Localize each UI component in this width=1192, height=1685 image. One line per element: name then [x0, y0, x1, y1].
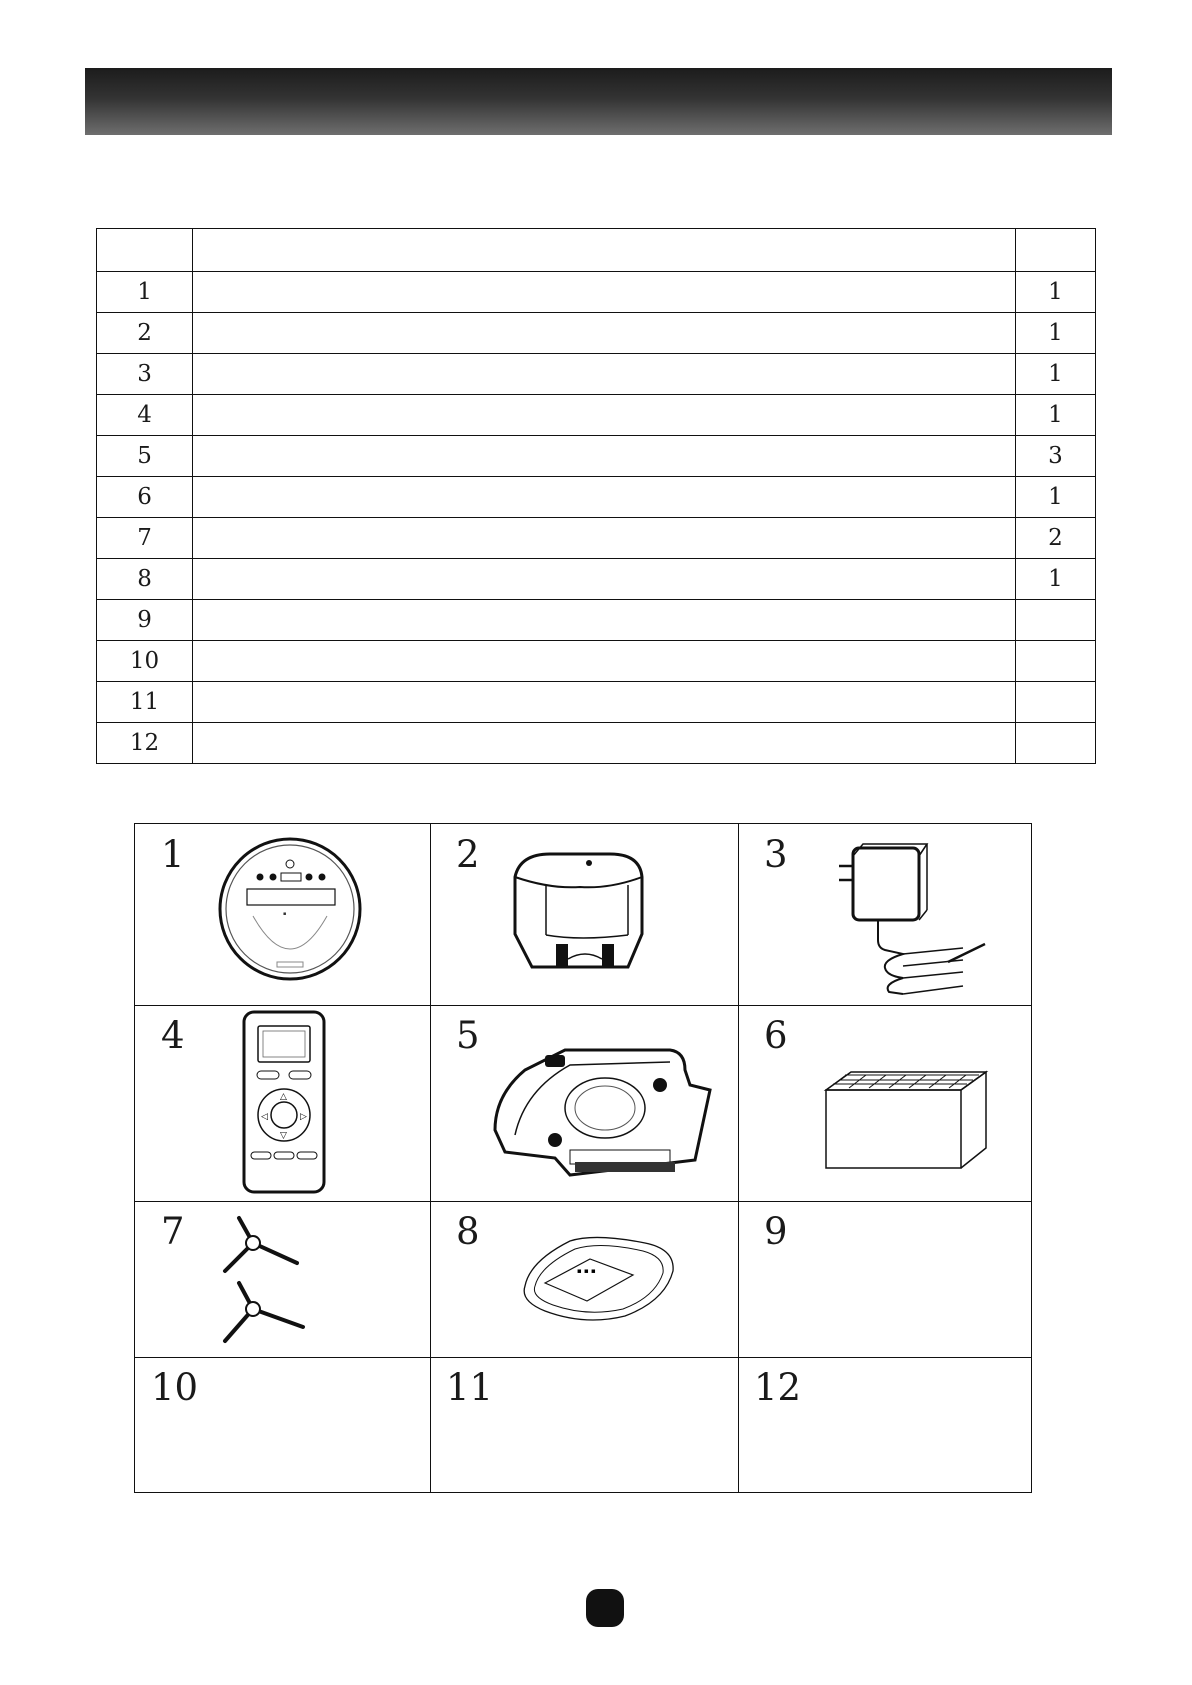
table-row: [97, 682, 1096, 723]
cell-number: 4: [161, 1014, 185, 1057]
row-name: [193, 313, 1016, 354]
header-no-cell: [97, 229, 193, 272]
row-number: 6: [97, 477, 193, 518]
grid-cell-2: [430, 824, 738, 1005]
cell-number: 12: [754, 1366, 802, 1409]
charging-dock-icon: [510, 849, 650, 989]
table-row: [97, 272, 1096, 313]
row-number: 12: [97, 723, 193, 764]
robot-vacuum-icon: [215, 832, 365, 987]
row-qty: 1: [1015, 354, 1095, 395]
table-row: [97, 723, 1096, 764]
grid-cell-6: [738, 1005, 1033, 1201]
cell-number: 8: [456, 1210, 480, 1253]
svg-text:▪: ▪: [283, 911, 287, 917]
grid-cell-8: [430, 1201, 738, 1357]
table-row: [97, 477, 1096, 518]
row-qty: 1: [1015, 559, 1095, 600]
row-name: [193, 354, 1016, 395]
table-row: [97, 395, 1096, 436]
table-header-row: [97, 229, 1096, 272]
page-number-badge: [586, 1589, 624, 1627]
grid-cell-3: [738, 824, 1033, 1005]
row-name: [193, 436, 1016, 477]
cell-number: 1: [161, 833, 185, 876]
row-name: [193, 518, 1016, 559]
row-qty: 1: [1015, 313, 1095, 354]
row-qty: 1: [1015, 272, 1095, 313]
remote-control-icon: [241, 1009, 327, 1195]
row-name: [193, 641, 1016, 682]
row-number: 4: [97, 395, 193, 436]
row-name: [193, 682, 1016, 723]
row-number: 10: [97, 641, 193, 682]
row-qty: [1015, 641, 1095, 682]
table-row: [97, 518, 1096, 559]
grid-cell-4: [135, 1005, 430, 1201]
cell-number: 9: [764, 1210, 788, 1253]
row-number: 3: [97, 354, 193, 395]
row-number: 1: [97, 272, 193, 313]
row-qty: [1015, 723, 1095, 764]
table-row: [97, 641, 1096, 682]
svg-text:◁: ◁: [261, 1112, 268, 1122]
grid-cell-1: [135, 824, 430, 1005]
cell-number: 11: [446, 1366, 494, 1409]
table-row: [97, 600, 1096, 641]
row-qty: 1: [1015, 395, 1095, 436]
cell-number: 2: [456, 833, 480, 876]
cell-number: 10: [151, 1366, 199, 1409]
svg-text:▽: ▽: [280, 1131, 287, 1141]
cell-number: 5: [456, 1014, 480, 1057]
row-number: 8: [97, 559, 193, 600]
row-name: [193, 477, 1016, 518]
row-name: [193, 272, 1016, 313]
row-number: 2: [97, 313, 193, 354]
row-number: 9: [97, 600, 193, 641]
cell-number: 6: [764, 1014, 788, 1057]
table-row: [97, 559, 1096, 600]
row-qty: 3: [1015, 436, 1095, 477]
svg-text:▪ ▪ ▪: ▪ ▪ ▪: [577, 1267, 596, 1275]
svg-text:▷: ▷: [300, 1112, 307, 1122]
grid-cell-9: [738, 1201, 1033, 1357]
row-qty: 1: [1015, 477, 1095, 518]
row-name: [193, 559, 1016, 600]
hepa-filter-icon: [821, 1070, 991, 1170]
row-name: [193, 723, 1016, 764]
cell-number: 3: [764, 833, 788, 876]
table-row: [97, 354, 1096, 395]
grid-cell-11: [430, 1357, 738, 1494]
svg-text:△: △: [280, 1092, 287, 1102]
mop-attachment-icon: [485, 1040, 715, 1190]
grid-cell-10: [135, 1357, 430, 1494]
grid-cell-12: [738, 1357, 1033, 1494]
header-name-cell: [193, 229, 1016, 272]
header-qty-cell: [1015, 229, 1095, 272]
power-adapter-icon: [823, 836, 993, 1001]
parts-table: [96, 228, 1096, 764]
grid-cell-5: [430, 1005, 738, 1201]
header-bar: [85, 68, 1112, 135]
row-name: [193, 600, 1016, 641]
row-qty: 2: [1015, 518, 1095, 559]
row-number: 5: [97, 436, 193, 477]
row-name: [193, 395, 1016, 436]
cleaning-cloth-icon: [515, 1231, 685, 1326]
side-brush-icon: [217, 1213, 327, 1353]
table-row: [97, 313, 1096, 354]
row-number: 11: [97, 682, 193, 723]
row-qty: [1015, 600, 1095, 641]
cell-number: 7: [161, 1210, 185, 1253]
row-number: 7: [97, 518, 193, 559]
grid-cell-7: [135, 1201, 430, 1357]
illustration-grid: [134, 823, 1032, 1493]
row-qty: [1015, 682, 1095, 723]
table-row: [97, 436, 1096, 477]
